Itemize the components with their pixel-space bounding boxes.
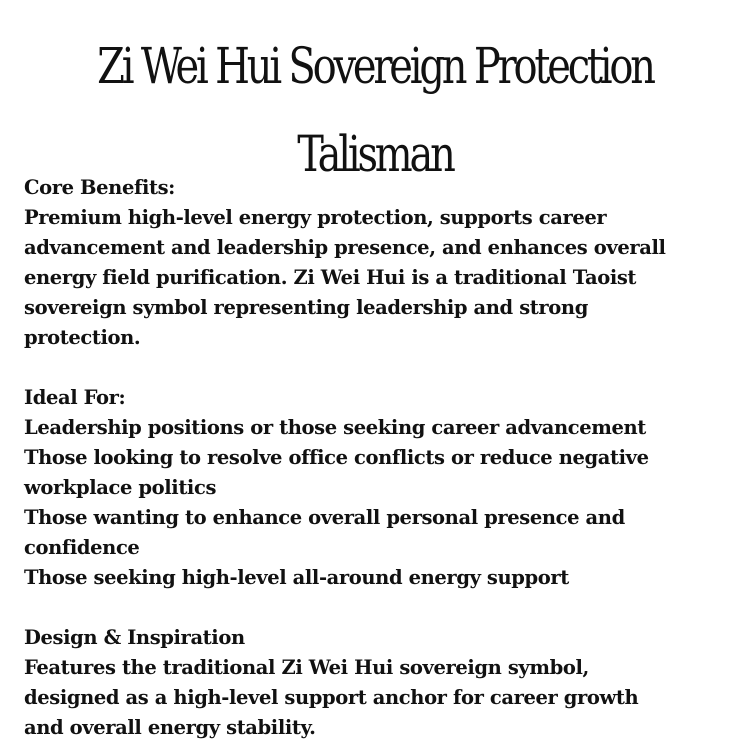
design-section [24, 622, 716, 742]
ideal-for-line: Those looking to resolve office conflicts or reduce negative [24, 445, 649, 469]
ideal-for-line: confidence [24, 535, 140, 559]
ideal-for-line: Those seeking high-level all-around energy support [24, 565, 569, 589]
description-body [24, 172, 716, 742]
core-benefits-line: protection. [24, 325, 141, 349]
ideal-for-heading: Ideal For: [24, 385, 126, 409]
section-spacer [24, 592, 716, 622]
title-line-1: Zi Wei Hui Sovereign Protection [97, 37, 653, 95]
ideal-for-section [24, 382, 716, 592]
design-line: and overall energy stability. [24, 715, 316, 739]
title-line-2: Talisman [297, 125, 453, 183]
design-line: Features the traditional Zi Wei Hui sovereign symbol, [24, 655, 589, 679]
core-benefits-line: Premium high-level energy protection, supports career [24, 205, 607, 229]
ideal-for-line: Those wanting to enhance overall personal presence and [24, 505, 625, 529]
core-benefits-heading: Core Benefits: [24, 175, 175, 199]
ideal-for-line: workplace politics [24, 475, 217, 499]
design-heading: Design & Inspiration [24, 625, 245, 649]
core-benefits-line: advancement and leadership presence, and enhances overall [24, 235, 666, 259]
section-spacer [24, 352, 716, 382]
core-benefits-line: sovereign symbol representing leadership and strong [24, 295, 588, 319]
design-line: designed as a high-level support anchor for career growth [24, 685, 639, 709]
ideal-for-line: Leadership positions or those seeking career advancement [24, 415, 646, 439]
core-benefits-line: energy field purification. Zi Wei Hui is a traditional Taoist [24, 265, 637, 289]
core-benefits-section [24, 172, 716, 352]
